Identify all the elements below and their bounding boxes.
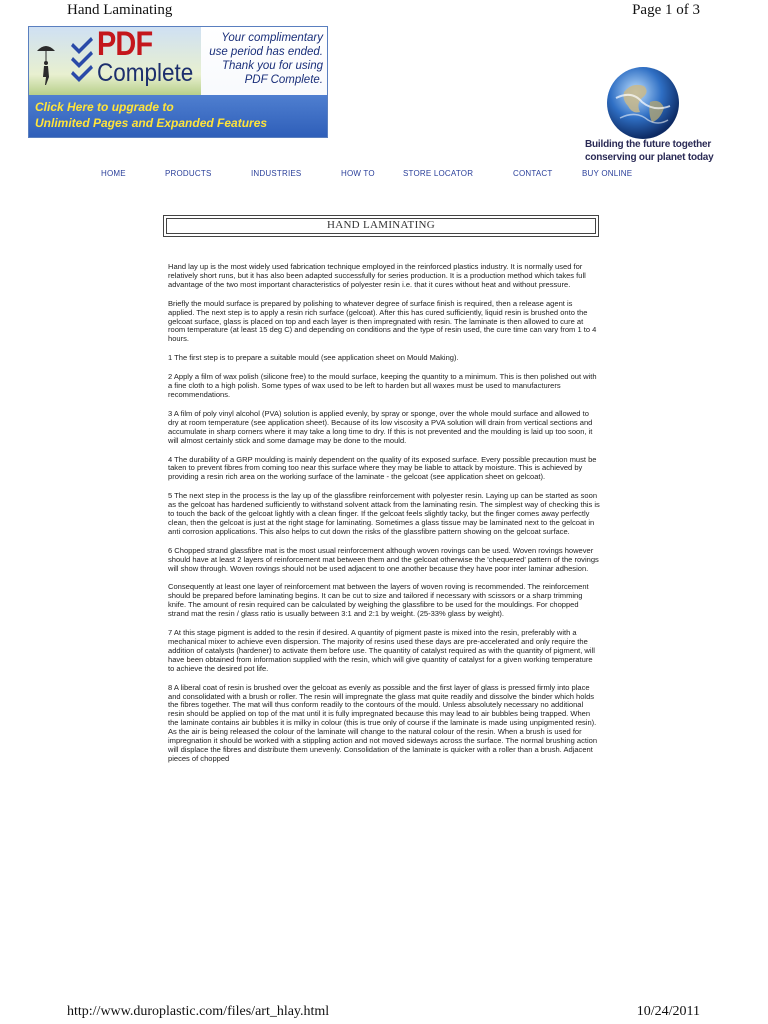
checkmark-stack-icon [71, 35, 95, 83]
nav-store-locator[interactable]: STORE LOCATOR [403, 169, 474, 178]
umbrella-figure-icon [35, 41, 57, 87]
paragraph: Hand lay up is the most widely used fabrication technique employed in the reinforced plastics industry. It is normally used for relatively short runs, but it has also been adapted successfully for series production. It is a production method which takes full advantage of the two most important characteristics of polyester resin i.e. that it cures without heat and without pressure. [168, 262, 586, 289]
nav-products[interactable]: PRODUCTS [165, 169, 212, 178]
upgrade-link[interactable] [29, 95, 327, 138]
page-url: http://www.duroplastic.com/files/art_hlay.html [67, 1004, 330, 1019]
paragraph: 1 The first step is to prepare a suitable mould (see application sheet on Mould Making). [168, 353, 459, 363]
article-body [168, 263, 600, 774]
tagline-line: conserving our planet today [585, 152, 714, 163]
pdf-complete-upgrade-banner[interactable] [28, 26, 328, 138]
print-date: 10/24/2011 [636, 1004, 700, 1019]
nav-buy-online[interactable]: BUY ONLINE [582, 169, 633, 178]
paragraph: 8 A liberal coat of resin is brushed over the gelcoat as evenly as possible and the first layer of glass is pressed firmly into place and consolidated with a brush or roller. The resin will impregnate the glass mat quite readily and dissolve the binder which holds the fibres together. The mat will thus conform readily to the contours of the mould. Unless absolutely necessary no additional resin should be applied on top of the mat until it is fully impregnated because this may lead to air bubbles being trapped. When the laminate contains air bubbles it is milky in colour (this is true only of course if the laminate is made using unpigmented resin). As the air is being released the colour of the laminate will change to the natural colour of the resin. When a brush is used for impregnation it should be worked with a stippling action and not moved sideways across the surface. The normal brushing action will displace the fibres and distribute them unevenly. Consolidation of the laminate is quicker with a roller than a brush. Adjacent pieces of chopped [168, 682, 598, 763]
nav-home[interactable]: HOME [101, 169, 126, 178]
paragraph: Consequently at least one layer of reinforcement mat between the layers of woven roving is recommended. The reinforcement should be prepared before laminating begins. It can be cut to size and tailored if necessary with scissors or a sharp trimming knife. The amount of resin required can be calculated by weighing the glassfibre to be used for the mouldings. For chopped strand mat the resin / glass ratio is usually between 3:1 and 2:1 by weight. (25-33% glass by weight). [168, 582, 589, 619]
nav-contact[interactable]: CONTACT [513, 169, 553, 178]
paragraph: 2 Apply a film of wax polish (silicone free) to the mould surface, keeping the quantity to a minimum. This is then polished out with a fine cloth to a high polish. Some types of wax used to be left to harden but all waxes must be used to manufacturers recommendations. [168, 372, 597, 399]
page-title-box [163, 215, 599, 237]
paragraph: 4 The durability of a GRP moulding is mainly dependent on the quality of its exposed surface. Every possible precaution must be taken to prevent fibres from coming too near this surface where they may be liable to attack by moisture. This is achieved by providing a resin rich area on the working surface of the laminate - the gelcoat (see application sheet on gelcoat). [168, 454, 597, 482]
promo-message-line: PDF Complete. [244, 74, 323, 86]
promo-message-line: Your complimentary [221, 32, 323, 44]
page-number: Page 1 of 3 [632, 2, 700, 18]
upgrade-line-2: Unlimited Pages and Expanded Features [35, 116, 268, 130]
pdf-complete-logo [71, 26, 201, 91]
company-tagline [585, 138, 714, 164]
main-navigation [0, 169, 768, 183]
paragraph: Briefly the mould surface is prepared by polishing to whatever degree of surface finish is required, then a release agent is applied. The next step is to apply a resin rich surface (gelcoat). After this has cured sufficiently, liquid resin is brushed onto the gelcoat surface, glass is placed on top and each layer is then impregnated with resin. The laminate is then allowed to cure at room temperature (at least 15 deg C) and depending on conditions and the type of resin used, the cure time can vary from 1 to 4 hours. [168, 298, 597, 344]
upgrade-line-1: Click Here to upgrade to [35, 100, 174, 114]
paragraph: 6 Chopped strand glassfibre mat is the most usual reinforcement although woven rovings can be used. Woven rovings however should have at least 2 layers of reinforcement mat between them and the gelcoat otherwise the 'chequered' pattern of the rovings will show through. Woven rovings should not be used adjacent to one another because they have poor inter laminar adhesion. [168, 545, 599, 573]
nav-how-to[interactable]: HOW TO [341, 169, 375, 178]
promo-message [201, 31, 323, 87]
tagline-line: Building the future together [585, 139, 712, 150]
logo-pdf-text: PDF [97, 26, 153, 63]
promo-message-line: Thank you for using [221, 60, 323, 72]
document-title: Hand Laminating [67, 2, 173, 18]
logo-complete-text: Complete [97, 59, 194, 87]
paragraph: 3 A film of poly vinyl alcohol (PVA) solution is applied evenly, by spray or sponge, over the whole mould surface and allowed to dry at room temperature (see application sheet). Because of its low viscosity a PVA solution will drain from vertical sections and accumulate in sharp corners where it may take a long time to dry. If this is not prevented and the moulding is laid up too soon, it will almost certainly stick and some damage may be done to the mould. [168, 408, 593, 445]
paragraph: 5 The next step in the process is the lay up of the glassfibre reinforcement with polyester resin. Laying up can be started as soon as the gelcoat has hardened sufficiently to withstand solvent attack from the laminating resin. The simplest way of checking this is to touch the back of the gelcoat lightly with a clean finger. If the gelcoat feels slightly tacky, but the finger comes away perfectly clean, then the gelcoat is just at the right stage for laminating. Sometimes a glass tissue may be laminated next to the gelcoat in anti corrosion applications. This also helps to cut down the risks of the glassfibre pattern showing on the gelcoat surface. [168, 491, 600, 536]
page-title: HAND LAMINATING [326, 219, 436, 231]
promo-message-line: use period has ended. [209, 46, 323, 58]
earth-globe-icon [602, 62, 684, 144]
paragraph: 7 At this stage pigment is added to the resin if desired. A quantity of pigment paste is mixed into the resin, preferably with a mechanical mixer to achieve even dispersion. The majority of resins used these days are pre-accelerated and only require the addition of catalysts (hardener) to activate them before use. The quantity of catalyst required as with the quantity of pigment, will have been obtained from information supplied with the resin, which will give quantity of catalyst for a given working temperature to achieve the desired pot life. [168, 628, 595, 673]
nav-industries[interactable]: INDUSTRIES [251, 169, 302, 178]
